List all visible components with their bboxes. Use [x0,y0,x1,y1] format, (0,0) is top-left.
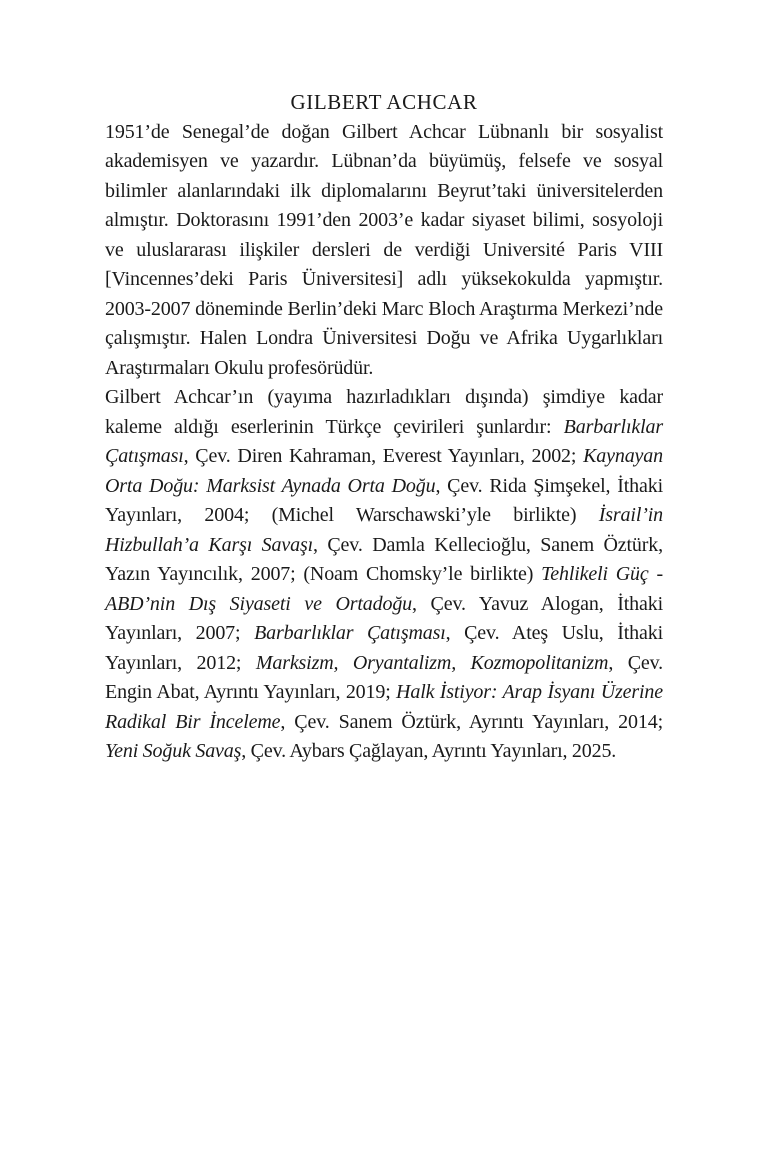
text-run: , Çev. Diren Kahraman, Everest Yayınları, 2002; [183,445,584,467]
biography-text [105,118,663,767]
book-title-italic: Barbarlıklar Çatışması [254,622,446,644]
text-run: , Çev. Yavuz Alogan, İthaki Yayınları, 2007; [105,592,664,644]
text-run: , Çev. Sanem Öztürk, Ayrıntı Yayınları, 2014; [280,710,663,733]
text-run: , Çev. Damla Kellecioğlu, Sanem Öztürk, Yazın Yayıncılık, 2007; (Noam Chomsky’le birlikte) [105,533,663,585]
book-title-italic: Marksizm, Oryantalizm, Kozmopolitanizm [255,651,609,674]
book-title-italic: Halk İstiyor: Arap İsyanı Üzerine Radikal Bir İnceleme [105,681,663,733]
book-title-italic: Kaynayan Orta Doğu: Marksist Aynada Orta Doğu [105,445,663,497]
page-title: GILBERT ACHCAR [290,90,478,114]
text-run: Gilbert Achcar’ın (yayıma hazırladıkları dışında) şimdiye kadar kaleme aldığı eserlerinin Türkçe çevirileri şunlardır: [105,386,663,438]
text-run: , Çev. Engin Abat, Ayrıntı Yayınları, 2019; [105,651,664,703]
book-title-italic: Yeni Soğuk Savaş [105,740,242,762]
book-title-italic: İsrail’in Hizbullah’a Karşı Savaşı [105,504,663,556]
bio-paragraph [105,118,663,384]
book-title-italic: Tehlikeli Güç - ABD’nin Dış Siyaseti ve Ortadoğu [105,563,663,615]
text-block [105,88,663,767]
text-run: , Çev. Rida Şimşekel, İthaki Yayınları, 2004; (Michel Warschawski’yle birlikte) [105,474,664,526]
text-run: , Çev. Aybars Çağlayan, Ayrıntı Yayınları, 2025. [241,740,617,762]
text-run: 1951’de Senegal’de doğan Gilbert Achcar Lübnanlı bir sosyalist akademisyen ve yazardır. Lübnan’da büyümüş, felsefe ve sosyal bilimler alanlarındaki ilk diplomalarını Beyrut’taki üniversitelerden almıştır. Doktorasını 1991’den 2003’e kadar siyaset bilimi, sosyoloji ve uluslararası ilişkiler dersleri de verdiği Université Paris VIII [Vincennes’deki Paris Üniversitesi] adlı yüksekokulda yapmıştır. 2003-2007 döneminde Berlin’deki Marc Bloch Araştırma Merkezi’nde çalışmıştır. Halen Londra Üniversitesi Doğu ve Afrika Uygarlıkları Araştırmaları Okulu profesörüdür. [105,120,663,379]
text-run: , Çev. Ateş Uslu, İthaki Yayınları, 2012; [105,622,663,674]
works-paragraph [105,383,663,767]
book-title-italic: Barbarlıklar Çatışması [105,415,663,467]
